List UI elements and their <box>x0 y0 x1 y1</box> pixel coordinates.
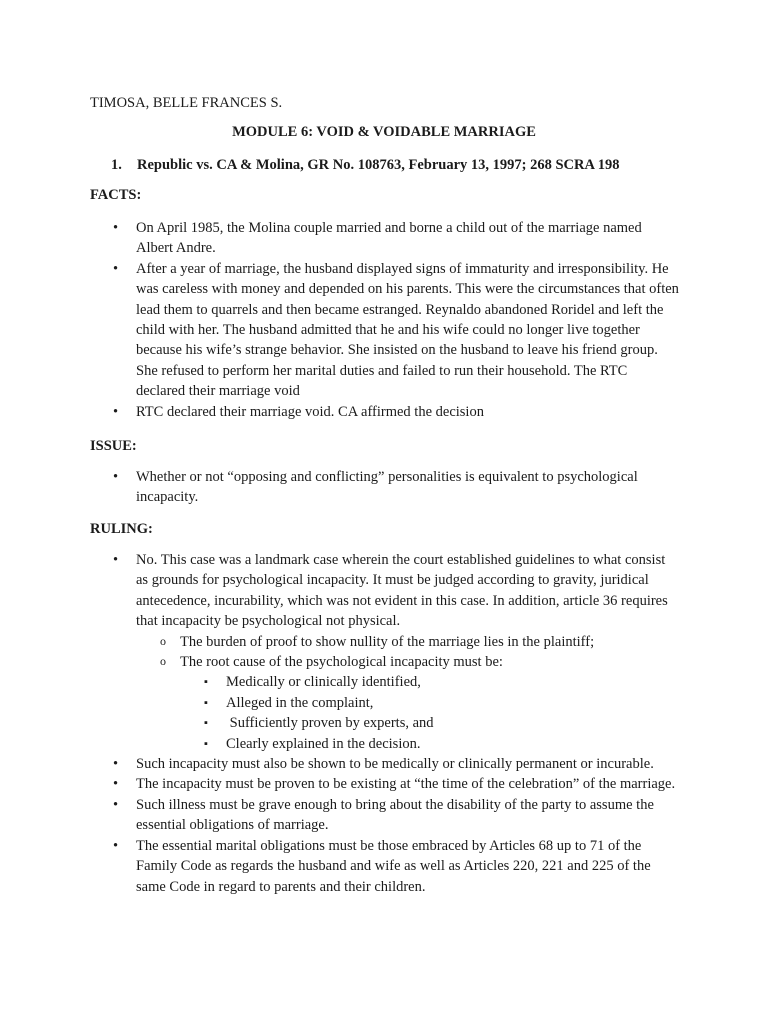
facts-heading: FACTS: <box>90 187 142 203</box>
list-item: • The incapacity must be proven to be existing at “the time of the celebration” of the marriage. <box>90 774 680 794</box>
list-item: • Whether or not “opposing and conflicting” personalities is equivalent to psychological incapacity. <box>90 467 680 508</box>
document-title: MODULE 6: VOID & VOIDABLE MARRIAGE <box>232 124 536 140</box>
ruling-intro: No. This case was a landmark case wherein the court established guidelines to what consist as grounds for psychological incapacity. It must be judged according to gravity, juridical antecedence, incurability, which was not evident in this case. In addition, article 36 requires that incapacity be psychological not physical. <box>136 552 668 630</box>
list-item: • After a year of marriage, the husband displayed signs of immaturity and irresponsibility. He was careless with money and depended on his parents. This were the circumstances that often lead them to quarrels and then became estranged. Reynaldo abandoned Roridel and left the child with her. The husband admitted that he and his wife could no longer live together because his wife’s strange behavior. She insisted on the husband to leave his friend group. She refused to perform her marital duties and failed to run their household. The RTC declared their marriage void <box>90 259 680 402</box>
ruling-list <box>90 550 680 897</box>
author-name: TIMOSA, BELLE FRANCES S. <box>90 95 283 111</box>
list-item: • The essential marital obligations must be those embraced by Articles 68 up to 71 of the Family Code as regards the husband and wife as well as Articles 220, 221 and 225 of the same Code in regard to parents and their children. <box>90 836 680 897</box>
subsub-list-item: ▪ Sufficiently proven by experts, and <box>180 713 680 733</box>
subsub-list-item: ▪ Medically or clinically identified, <box>180 672 680 692</box>
list-item <box>90 550 680 754</box>
list-item: • Such illness must be grave enough to bring about the disability of the party to assume the essential obligations of marriage. <box>90 795 680 836</box>
issue-list <box>90 467 680 508</box>
ruling-heading: RULING: <box>90 521 153 537</box>
sub-list-item <box>136 652 680 754</box>
list-item: • Such incapacity must also be shown to be medically or clinically permanent or incurable. <box>90 754 680 774</box>
subsub-list-item: ▪ Clearly explained in the decision. <box>180 734 680 754</box>
subsub-list-item: ▪ Alleged in the complaint, <box>180 693 680 713</box>
sub-list-item-text: The root cause of the psychological incapacity must be: <box>180 654 503 671</box>
sub-list-item: o The burden of proof to show nullity of the marriage lies in the plaintiff; <box>136 632 680 652</box>
issue-heading: ISSUE: <box>90 438 137 454</box>
ruling-sublist <box>136 632 680 754</box>
list-item: • RTC declared their marriage void. CA affirmed the decision <box>90 402 680 422</box>
case-number: 1. <box>111 157 122 173</box>
facts-list <box>90 218 680 422</box>
ruling-subsublist <box>180 672 680 754</box>
case-citation: Republic vs. CA & Molina, GR No. 108763, February 13, 1997; 268 SCRA 198 <box>137 157 620 173</box>
list-item: • On April 1985, the Molina couple married and borne a child out of the marriage named Albert Andre. <box>90 218 680 259</box>
